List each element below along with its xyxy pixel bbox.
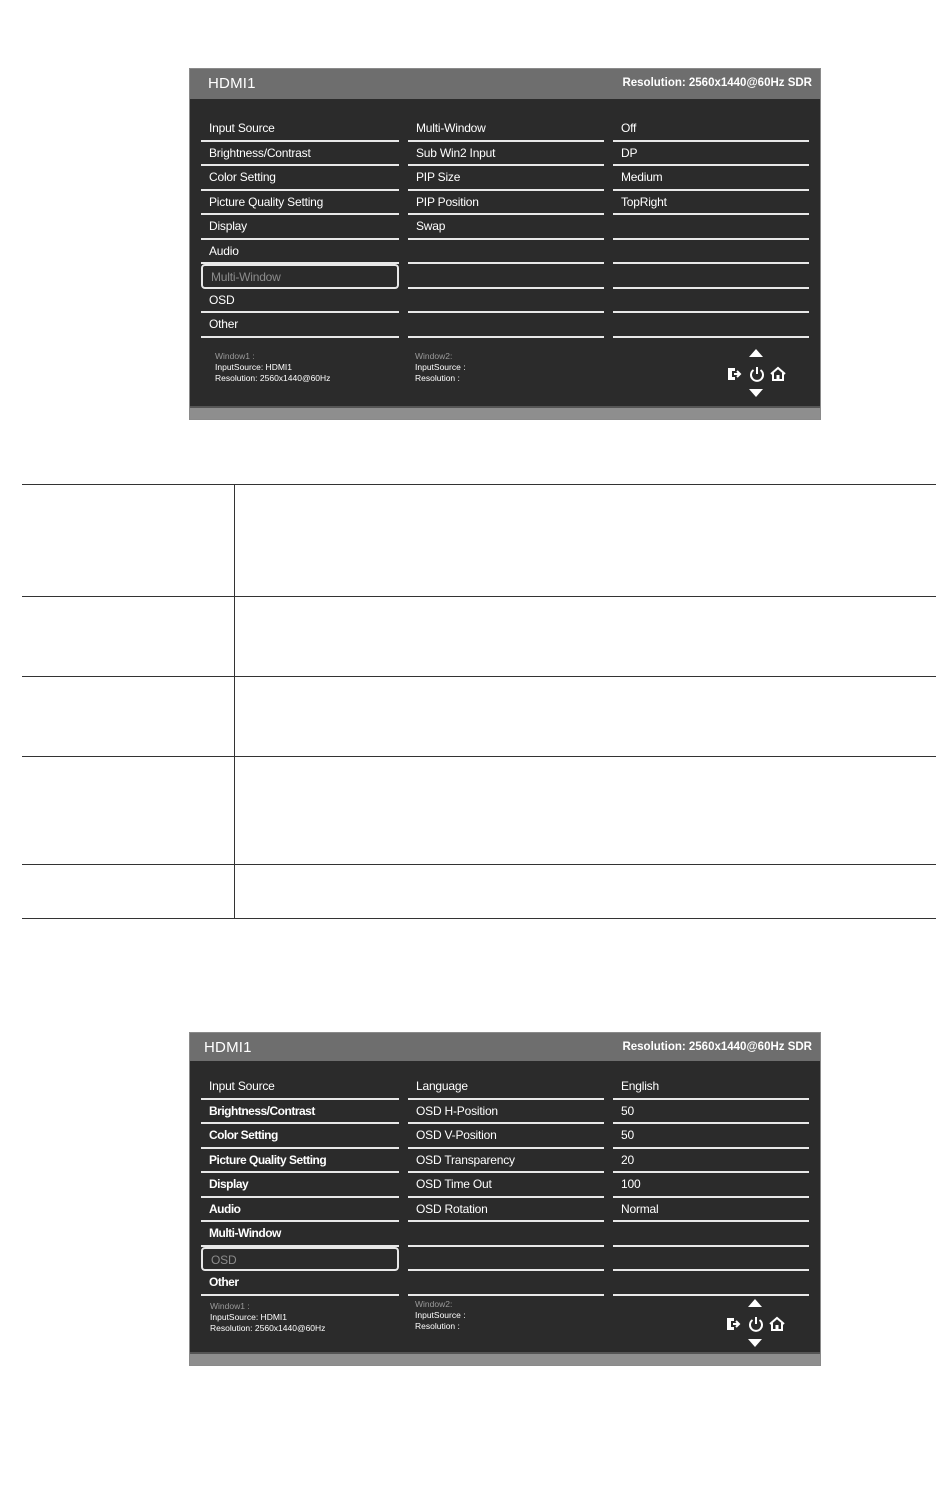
window2-resolution: Resolution : [415, 1321, 460, 1331]
value-item[interactable]: Medium [613, 166, 809, 191]
power-icon[interactable] [747, 1315, 765, 1333]
value-item[interactable]: 20 [613, 1149, 809, 1174]
home-icon[interactable] [768, 1315, 786, 1333]
table-key-cell [22, 485, 235, 596]
down-arrow-icon[interactable] [748, 1339, 762, 1347]
value-item [613, 1271, 809, 1296]
navigation-keys [722, 349, 792, 399]
menu-item-osd[interactable]: OSD [201, 1247, 399, 1272]
navigation-keys [721, 1299, 791, 1349]
table-row [22, 865, 936, 919]
window1-title: Window1 : [215, 351, 255, 361]
submenu-item [408, 313, 604, 338]
exit-icon[interactable] [725, 1315, 743, 1333]
osd-menu-multi-window [189, 68, 821, 420]
value-item[interactable]: Normal [613, 1198, 809, 1223]
table-key-cell [22, 757, 235, 864]
window1-input: InputSource: HDMI1 [215, 362, 293, 372]
value-item [613, 289, 809, 314]
menu-item-input-source[interactable]: Input Source [201, 1075, 399, 1100]
submenu-item [408, 289, 604, 314]
table-row [22, 597, 936, 677]
value-item [613, 264, 809, 289]
main-menu [201, 1075, 399, 1296]
table-row [22, 757, 936, 865]
down-arrow-icon[interactable] [749, 389, 763, 397]
value-item [613, 1247, 809, 1272]
submenu-item [408, 1247, 604, 1272]
submenu-item[interactable]: PIP Size [408, 166, 604, 191]
table-key-cell [22, 677, 235, 756]
value-column [613, 117, 809, 338]
resolution-label: Resolution: 2560x1440@60Hz SDR [622, 1041, 812, 1053]
window2-info [415, 351, 466, 384]
power-icon[interactable] [748, 365, 766, 383]
window1-input: InputSource: HDMI1 [210, 1312, 288, 1322]
menu-item-input-source[interactable]: Input Source [201, 117, 399, 142]
submenu-item[interactable]: Swap [408, 215, 604, 240]
window1-resolution: Resolution: 2560x1440@60Hz [210, 1323, 326, 1333]
up-arrow-icon[interactable] [749, 349, 763, 357]
menu-item-brightness-contrast[interactable]: Brightness/Contrast [201, 142, 399, 167]
value-item[interactable]: Off [613, 117, 809, 142]
menu-item-display[interactable]: Display [201, 1173, 399, 1198]
value-item [613, 1222, 809, 1247]
menu-item-osd[interactable]: OSD [201, 289, 399, 314]
value-item [613, 240, 809, 265]
window1-info [210, 1301, 325, 1334]
value-item[interactable]: 100 [613, 1173, 809, 1198]
submenu-item[interactable]: OSD V-Position [408, 1124, 604, 1149]
table-row [22, 677, 936, 757]
osd-title-bar [190, 69, 820, 99]
menu-item-display[interactable]: Display [201, 215, 399, 240]
menu-item-color-setting[interactable]: Color Setting [201, 166, 399, 191]
submenu-item[interactable]: Language [408, 1075, 604, 1100]
value-column [613, 1075, 809, 1296]
submenu-item[interactable]: OSD Rotation [408, 1198, 604, 1223]
submenu-item[interactable]: OSD H-Position [408, 1100, 604, 1125]
description-table [22, 484, 936, 919]
menu-item-color-setting[interactable]: Color Setting [201, 1124, 399, 1149]
value-item [613, 313, 809, 338]
submenu-item [408, 1271, 604, 1296]
menu-item-audio[interactable]: Audio [201, 1198, 399, 1223]
home-icon[interactable] [769, 365, 787, 383]
submenu-item [408, 240, 604, 265]
value-item[interactable]: 50 [613, 1100, 809, 1125]
osd-title-bar [190, 1033, 820, 1061]
window2-input: InputSource : [415, 362, 466, 372]
window2-resolution: Resolution : [415, 373, 460, 383]
submenu-item [408, 1222, 604, 1247]
value-item[interactable]: TopRight [613, 191, 809, 216]
submenu-item[interactable]: Multi-Window [408, 117, 604, 142]
osd-bottom-bar [190, 406, 820, 419]
menu-item-audio[interactable]: Audio [201, 240, 399, 265]
input-source-title: HDMI1 [208, 75, 256, 92]
submenu-item [408, 264, 604, 289]
input-source-title: HDMI1 [204, 1039, 252, 1056]
window2-info [415, 1299, 466, 1332]
menu-item-picture-quality[interactable]: Picture Quality Setting [201, 1149, 399, 1174]
menu-item-multi-window[interactable]: Multi-Window [201, 264, 399, 289]
submenu-item[interactable]: Sub Win2 Input [408, 142, 604, 167]
exit-icon[interactable] [726, 365, 744, 383]
osd-menu-osd [189, 1032, 821, 1366]
submenu-item[interactable]: OSD Time Out [408, 1173, 604, 1198]
submenu [408, 117, 604, 338]
up-arrow-icon[interactable] [748, 1299, 762, 1307]
window1-resolution: Resolution: 2560x1440@60Hz [215, 373, 331, 383]
menu-item-picture-quality[interactable]: Picture Quality Setting [201, 191, 399, 216]
window2-title: Window2: [415, 1299, 453, 1309]
value-item[interactable]: DP [613, 142, 809, 167]
menu-item-brightness-contrast[interactable]: Brightness/Contrast [201, 1100, 399, 1125]
window1-title: Window1 : [210, 1301, 250, 1311]
menu-item-other[interactable]: Other [201, 1271, 399, 1296]
value-item[interactable]: English [613, 1075, 809, 1100]
table-row [22, 485, 936, 597]
submenu-item[interactable]: PIP Position [408, 191, 604, 216]
window2-title: Window2: [415, 351, 453, 361]
osd-bottom-bar [190, 1352, 820, 1365]
submenu [408, 1075, 604, 1296]
menu-item-multi-window[interactable]: Multi-Window [201, 1222, 399, 1247]
window2-input: InputSource : [415, 1310, 466, 1320]
menu-item-other[interactable]: Other [201, 313, 399, 338]
resolution-label: Resolution: 2560x1440@60Hz SDR [622, 77, 812, 89]
submenu-item[interactable]: OSD Transparency [408, 1149, 604, 1174]
main-menu [201, 117, 399, 338]
table-key-cell [22, 865, 235, 918]
table-key-cell [22, 597, 235, 676]
value-item[interactable]: 50 [613, 1124, 809, 1149]
value-item [613, 215, 809, 240]
window1-info [215, 351, 330, 384]
